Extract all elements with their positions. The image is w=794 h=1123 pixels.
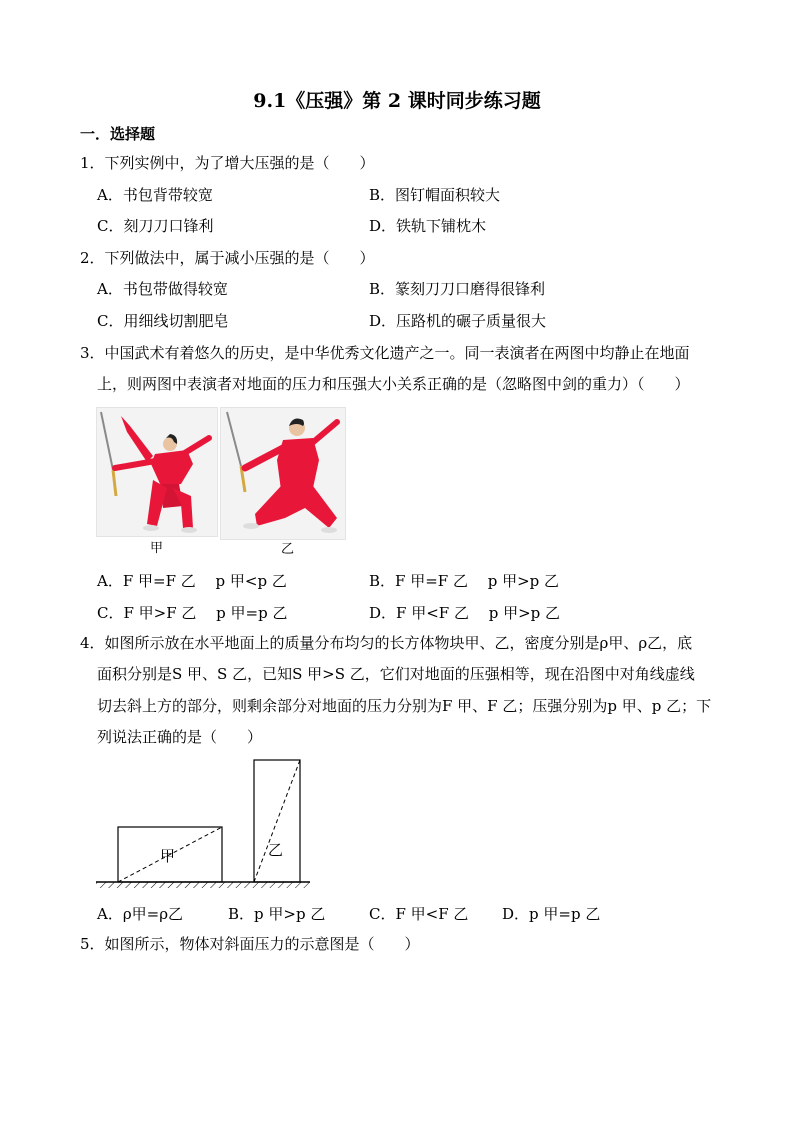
question-2-option-c: C．用细线切割肥皂	[97, 312, 229, 330]
martial-artist-yi-figure	[221, 408, 345, 539]
question-2-option-d: D．压路机的碾子质量很大	[369, 312, 547, 330]
question-4-option-b: B．p 甲>p 乙	[228, 905, 326, 923]
question-2-option-a: A．书包带做得较宽	[97, 280, 228, 298]
martial-artist-jia-figure	[97, 408, 217, 536]
photo-jia	[96, 407, 218, 537]
page-title: 9.1《压强》第 2 课时同步练习题	[253, 90, 541, 112]
question-4-stem-line-1: 4．如图所示放在水平地面上的质量分布均匀的长方体物块甲、乙，密度分别是ρ甲、ρ乙，底	[80, 634, 693, 652]
question-2-option-b: B．篆刻刀刀口磨得很锋利	[369, 280, 546, 298]
blocks-diagram	[94, 758, 314, 892]
question-1-stem: 1．下列实例中，为了增大压强的是（ ）	[80, 154, 375, 172]
question-4-stem-line-4: 列说法正确的是（ ）	[97, 728, 263, 746]
question-3-option-d: D．F 甲<F 乙 p 甲>p 乙	[369, 604, 561, 622]
question-2-stem: 2．下列做法中，属于减小压强的是（ ）	[80, 249, 375, 267]
question-1-option-a: A．书包背带较宽	[97, 186, 213, 204]
block-yi-label: 乙	[268, 843, 284, 859]
question-3-option-b: B．F 甲=F 乙 p 甲>p 乙	[369, 572, 560, 590]
block-yi-diagonal	[254, 760, 300, 882]
section-heading: 一．选择题	[80, 125, 156, 143]
question-4-stem-line-2: 面积分别是S 甲、S 乙，已知S 甲>S 乙，它们对地面的压强相等，现在沿图中对角线虚线	[97, 665, 695, 683]
question-4-option-a: A．ρ甲=ρ乙	[97, 905, 184, 923]
question-4-option-d: D．p 甲=p 乙	[502, 905, 601, 923]
question-4-option-c: C．F 甲<F 乙	[369, 905, 469, 923]
question-1-option-d: D．铁轨下铺枕木	[369, 217, 487, 235]
question-5-stem: 5．如图所示，物体对斜面压力的示意图是（ ）	[80, 935, 420, 953]
question-3-option-c: C．F 甲>F 乙 p 甲=p 乙	[97, 604, 288, 622]
question-1-option-b: B．图钉帽面积较大	[369, 186, 501, 204]
photo-jia-caption: 甲	[150, 541, 164, 556]
block-jia-label: 甲	[160, 849, 176, 865]
photo-yi	[220, 407, 346, 540]
question-3-stem-line-1: 3．中国武术有着悠久的历史，是中华优秀文化遗产之一。同一表演者在两图中均静止在地面	[80, 344, 690, 362]
question-4-stem-line-3: 切去斜上方的部分，则剩余部分对地面的压力分别为F 甲、F 乙；压强分别为p 甲、p 乙；下	[97, 697, 712, 715]
question-1-option-c: C．刻刀刀口锋利	[97, 217, 214, 235]
question-3-option-a: A．F 甲=F 乙 p 甲<p 乙	[97, 572, 287, 590]
photo-yi-caption: 乙	[281, 542, 295, 557]
question-3-stem-line-2: 上，则两图中表演者对地面的压力和压强大小关系正确的是（忽略图中剑的重力）（ ）	[97, 375, 690, 393]
ground-hatching	[96, 882, 310, 888]
